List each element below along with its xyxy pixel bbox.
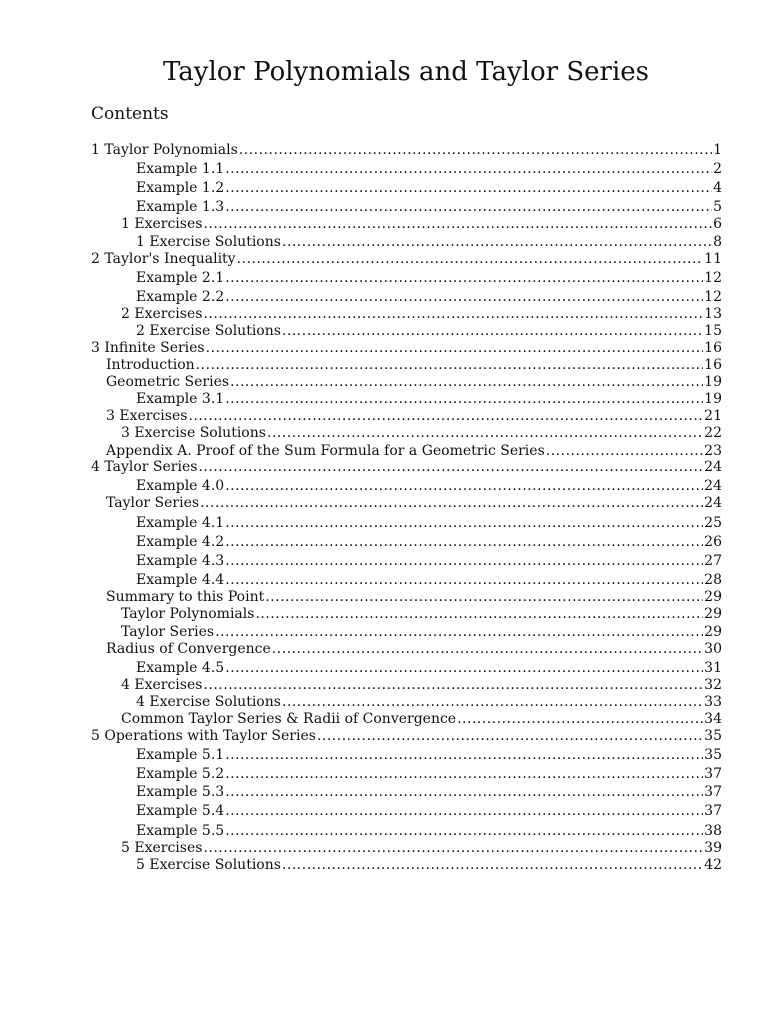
toc-entry[interactable] (106, 494, 722, 512)
toc-entry-page-number: 12 (704, 270, 722, 286)
toc-entry-page-number: 16 (704, 357, 722, 373)
toc-entry[interactable] (136, 179, 722, 197)
toc-entry-page-number: 37 (704, 784, 722, 800)
toc-entry[interactable] (106, 407, 722, 425)
toc-entry-label: Example 4.5 (136, 660, 225, 676)
dot-leader (206, 339, 704, 357)
toc-entry-label: 4 Taylor Series (91, 459, 198, 475)
toc-entry-page-number: 1 (713, 142, 722, 158)
toc-entry[interactable] (136, 571, 722, 589)
dot-leader (225, 822, 703, 840)
dot-leader (225, 477, 703, 495)
toc-entry-label: Example 4.3 (136, 553, 225, 569)
dot-leader (203, 839, 703, 857)
toc-entry[interactable] (106, 373, 722, 391)
toc-entry-label: Example 1.1 (136, 161, 225, 177)
toc-entry-page-number: 25 (704, 515, 722, 531)
toc-entry[interactable] (136, 288, 722, 306)
toc-entry-label: 2 Exercise Solutions (136, 323, 281, 339)
dot-leader (317, 727, 703, 745)
toc-entry-label: 4 Exercises (121, 677, 203, 693)
toc-entry-label: Example 4.0 (136, 478, 225, 494)
dot-leader (200, 494, 703, 512)
toc-entry-label: 1 Exercise Solutions (136, 234, 281, 250)
toc-entry-label: 3 Exercise Solutions (121, 425, 266, 441)
toc-entry[interactable] (136, 856, 722, 874)
dot-leader (282, 233, 712, 251)
toc-entry-page-number: 8 (713, 234, 722, 250)
dot-leader (237, 250, 704, 268)
toc-entry-page-number: 19 (704, 374, 722, 390)
toc-entry[interactable] (136, 198, 722, 216)
dot-leader (225, 552, 703, 570)
toc-entry-page-number: 19 (704, 391, 722, 407)
toc-entry-page-number: 37 (704, 766, 722, 782)
dot-leader (196, 356, 704, 374)
toc-entry-page-number: 27 (704, 553, 722, 569)
toc-entry[interactable] (121, 605, 722, 623)
toc-entry-page-number: 42 (704, 857, 722, 873)
toc-entry-page-number: 29 (704, 624, 722, 640)
dot-leader (225, 288, 703, 306)
toc-entry[interactable] (121, 676, 722, 694)
toc-entry-page-number: 6 (713, 216, 722, 232)
dot-leader (282, 322, 703, 340)
toc-entry[interactable] (106, 356, 722, 374)
dot-leader (282, 856, 703, 874)
toc-entry-page-number: 29 (704, 606, 722, 622)
toc-entry-page-number: 26 (704, 534, 722, 550)
toc-entry-label: 5 Exercise Solutions (136, 857, 281, 873)
toc-entry-page-number: 16 (704, 340, 722, 356)
toc-entry-label: Example 5.1 (136, 747, 225, 763)
toc-entry[interactable] (121, 424, 722, 442)
dot-leader (225, 746, 703, 764)
contents-heading: Contents (91, 104, 169, 124)
toc-entry[interactable] (136, 783, 722, 801)
dot-leader (457, 710, 703, 728)
toc-entry-label: Geometric Series (106, 374, 230, 390)
toc-entry-page-number: 35 (704, 728, 722, 744)
toc-entry[interactable] (136, 659, 722, 677)
dot-leader (225, 514, 703, 532)
toc-entry-page-number: 12 (704, 289, 722, 305)
toc-entry[interactable] (136, 533, 722, 551)
dot-leader (198, 458, 703, 476)
toc-entry[interactable] (91, 250, 722, 268)
toc-entry[interactable] (136, 322, 722, 340)
toc-entry-label: Example 2.1 (136, 270, 225, 286)
dot-leader (203, 676, 703, 694)
toc-entry[interactable] (121, 623, 722, 641)
toc-entry-page-number: 34 (704, 711, 722, 727)
page-title: Taylor Polynomials and Taylor Series (162, 57, 650, 87)
toc-entry-label: Example 5.5 (136, 823, 225, 839)
toc-entry[interactable] (136, 233, 722, 251)
toc-entry[interactable] (136, 552, 722, 570)
toc-entry[interactable] (136, 765, 722, 783)
dot-leader (225, 269, 703, 287)
dot-leader (230, 373, 703, 391)
dot-leader (225, 533, 703, 551)
dot-leader (225, 765, 703, 783)
toc-entry-page-number: 24 (704, 459, 722, 475)
toc-entry-page-number: 31 (704, 660, 722, 676)
dot-leader (225, 802, 703, 820)
toc-entry-page-number: 13 (704, 306, 722, 322)
toc-entry-label: Summary to this Point (106, 589, 265, 605)
toc-entry-page-number: 5 (713, 199, 722, 215)
toc-entry[interactable] (91, 141, 722, 159)
toc-entry-label: 3 Infinite Series (91, 340, 205, 356)
toc-entry-page-number: 22 (704, 425, 722, 441)
toc-entry-label: Common Taylor Series & Radii of Convergence (121, 711, 457, 727)
dot-leader (225, 198, 712, 216)
dot-leader (282, 693, 703, 711)
toc-entry-page-number: 2 (713, 161, 722, 177)
toc-entry-label: Example 2.2 (136, 289, 225, 305)
toc-entry-page-number: 24 (704, 495, 722, 511)
toc-entry-label: Example 4.1 (136, 515, 225, 531)
dot-leader (203, 215, 712, 233)
dot-leader (239, 141, 712, 159)
toc-entry[interactable] (136, 693, 722, 711)
toc-entry[interactable] (136, 390, 722, 408)
toc-entry-label: Radius of Convergence (106, 641, 271, 657)
toc-entry-label: 5 Operations with Taylor Series (91, 728, 316, 744)
toc-entry-page-number: 37 (704, 803, 722, 819)
toc-entry[interactable] (91, 339, 722, 357)
toc-entry-page-number: 21 (704, 408, 722, 424)
dot-leader (265, 588, 703, 606)
toc-entry-label: Example 5.3 (136, 784, 225, 800)
toc-entry[interactable] (136, 160, 722, 178)
dot-leader (225, 179, 712, 197)
toc-entry-label: Example 5.4 (136, 803, 225, 819)
toc-entry-page-number: 23 (704, 443, 722, 459)
toc-entry-page-number: 35 (704, 747, 722, 763)
toc-entry[interactable] (136, 514, 722, 532)
dot-leader (267, 424, 703, 442)
dot-leader (203, 305, 703, 323)
dot-leader (188, 407, 703, 425)
toc-entry-page-number: 38 (704, 823, 722, 839)
toc-entry[interactable] (121, 710, 722, 728)
toc-entry-label: Taylor Polynomials (121, 606, 255, 622)
dot-leader (225, 160, 712, 178)
toc-entry-page-number: 24 (704, 478, 722, 494)
toc-entry-label: 4 Exercise Solutions (136, 694, 281, 710)
toc-entry-label: Example 3.1 (136, 391, 225, 407)
toc-entry-label: 2 Exercises (121, 306, 203, 322)
dot-leader (225, 783, 703, 801)
dot-leader (272, 640, 703, 658)
toc-entry[interactable] (121, 839, 722, 857)
toc-entry-page-number: 29 (704, 589, 722, 605)
toc-entry-label: Example 1.2 (136, 180, 225, 196)
toc-entry[interactable] (91, 727, 722, 745)
toc-entry-label: 1 Exercises (121, 216, 203, 232)
toc-entry-page-number: 32 (704, 677, 722, 693)
toc-entry-label: 5 Exercises (121, 840, 203, 856)
toc-entry[interactable] (136, 822, 722, 840)
toc-entry-label: Taylor Series (106, 495, 200, 511)
toc-entry-page-number: 33 (704, 694, 722, 710)
toc-entry-label: Introduction (106, 357, 195, 373)
toc-entry-label: 2 Taylor's Inequality (91, 251, 236, 267)
dot-leader (225, 659, 703, 677)
dot-leader (225, 390, 703, 408)
toc-entry[interactable] (136, 269, 722, 287)
toc-entry-page-number: 30 (704, 641, 722, 657)
toc-entry-page-number: 11 (704, 251, 722, 267)
toc-entry-label: Example 5.2 (136, 766, 225, 782)
toc-entry-label: 1 Taylor Polynomials (91, 142, 238, 158)
toc-entry-label: Example 1.3 (136, 199, 225, 215)
toc-entry[interactable] (106, 588, 722, 606)
toc-entry-page-number: 4 (713, 180, 722, 196)
toc-entry[interactable] (136, 477, 722, 495)
toc-entry-label: Appendix A. Proof of the Sum Formula for a Geometric Series (106, 443, 545, 459)
toc-entry-page-number: 15 (704, 323, 722, 339)
toc-entry[interactable] (91, 458, 722, 476)
dot-leader (255, 605, 703, 623)
toc-entry-label: Taylor Series (121, 624, 215, 640)
toc-entry[interactable] (136, 746, 722, 764)
toc-entry-label: 3 Exercises (106, 408, 188, 424)
toc-entry[interactable] (121, 215, 722, 233)
dot-leader (215, 623, 703, 641)
toc-entry[interactable] (106, 640, 722, 658)
dot-leader (225, 571, 703, 589)
toc-entry-label: Example 4.2 (136, 534, 225, 550)
toc-entry[interactable] (136, 802, 722, 820)
toc-entry-page-number: 39 (704, 840, 722, 856)
toc-entry-page-number: 28 (704, 572, 722, 588)
toc-entry-label: Example 4.4 (136, 572, 225, 588)
toc-entry[interactable] (121, 305, 722, 323)
